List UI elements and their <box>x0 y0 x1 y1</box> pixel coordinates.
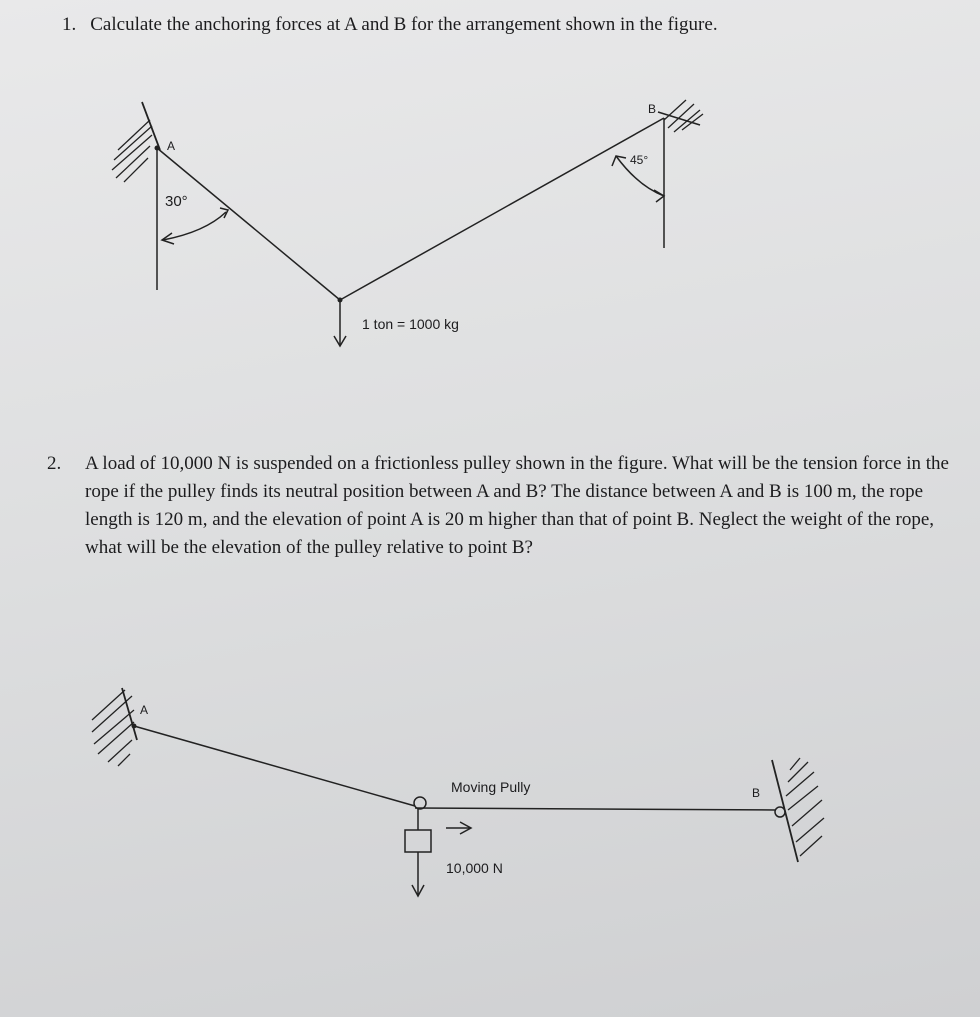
anchor-b-ring <box>775 807 785 817</box>
question-2-text: A load of 10,000 N is suspended on a frictionless pulley shown in the figure. What will be the tension force in the rope if the pulley finds its neutral position between A and B? The distance between A and B is 100 m, the rope length is 120 m, and the elevation of point A is 20 m higher than that of point B. Neglect the weight of the rope, what will be the elevation of the pulley relative to point B? <box>85 453 949 558</box>
label-b: B <box>648 102 657 116</box>
rope-pulley-to-b <box>415 808 776 810</box>
rope-a-to-pulley <box>134 726 415 806</box>
wall-a2-hatching <box>92 688 137 766</box>
load-label-2: 10,000 N <box>446 860 503 876</box>
angle-label-a: 30° <box>165 193 188 210</box>
label-a: A <box>167 139 176 153</box>
wall-b2-hatching <box>772 758 824 862</box>
load-label: 1 ton = 1000 kg <box>362 316 459 332</box>
angle-label-b: 45° <box>630 153 649 167</box>
question-1-text: Calculate the anchoring forces at A and B for the arrangement shown in the figure. <box>90 14 718 35</box>
pulley-label: Moving Pully <box>451 779 531 795</box>
question-1-number: 1. <box>62 14 77 35</box>
label-a2: A <box>140 703 149 717</box>
load-block <box>405 830 431 852</box>
label-b2: B <box>752 786 761 800</box>
pulley-wheel <box>414 797 426 809</box>
question-2-number: 2. <box>47 453 62 474</box>
